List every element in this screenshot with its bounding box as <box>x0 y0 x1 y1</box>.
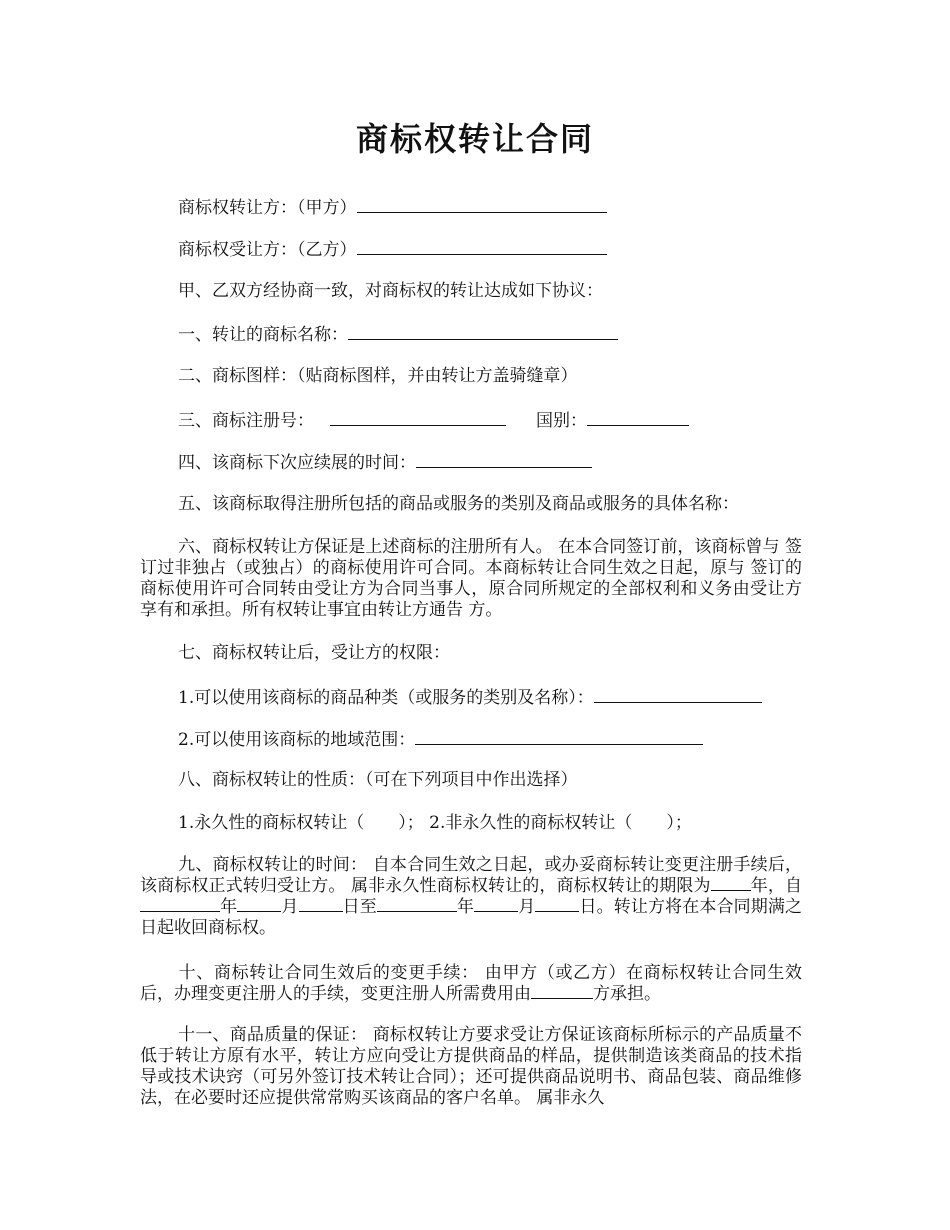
item11-paragraph <box>140 1025 802 1109</box>
item9-text-a: 九、商标权转让的时间： 自本合同生效之日起，或办妥商标转让变更注册手续后，该商标权正式转归受让方。 属非永久性商标权转让的，商标权转让的期限为 <box>140 855 802 896</box>
party-a-label: 商标权转让方：（甲方） <box>178 198 357 218</box>
item9-year3-label: 年 <box>456 897 475 917</box>
item9-paragraph <box>140 855 802 939</box>
item9-month-label: 月 <box>281 897 299 917</box>
end-month-blank[interactable] <box>474 897 518 912</box>
item1-label: 一、转让的商标名称： <box>178 325 348 345</box>
item9-year-label: 年，自 <box>750 876 802 896</box>
item9-day-to-label: 日至 <box>342 897 377 917</box>
item10-text-b: 方承担。 <box>593 984 661 1004</box>
item9-month2-label: 月 <box>518 897 536 917</box>
country-blank[interactable] <box>587 409 689 426</box>
item3-line <box>178 409 689 431</box>
registration-number-blank[interactable] <box>330 409 506 426</box>
start-month-blank[interactable] <box>237 897 281 912</box>
item7-2-label: 2.可以使用该商标的地域范围： <box>178 730 416 750</box>
item8-text: 八、商标权转让的性质：（可在下列项目中作出选择） <box>178 770 578 790</box>
item7-1-line <box>178 686 762 708</box>
start-day-blank[interactable] <box>299 897 343 912</box>
item7-1-label: 1.可以使用该商标的商品种类（或服务的类别及名称）： <box>178 688 594 708</box>
item9-year2-label: 年 <box>220 897 238 917</box>
item9-end-text: 日。转让方将在本合同期满之日起收回商标权。 <box>140 897 802 938</box>
goods-category-blank[interactable] <box>594 686 762 703</box>
item1-line <box>178 323 618 345</box>
item10-paragraph <box>140 963 802 1005</box>
party-a-blank[interactable] <box>357 196 607 213</box>
item8-options: 1.永久性的商标权转让（ ）； 2.非永久性的商标权转让（ ）； <box>178 813 692 833</box>
item2-text: 二、商标图样：（贴商标图样，并由转让方盖骑缝章） <box>178 366 578 386</box>
fee-party-blank[interactable] <box>531 984 593 999</box>
item7-text: 七、商标权转让后，受让方的权限： <box>178 643 450 663</box>
renewal-time-blank[interactable] <box>416 451 592 468</box>
party-a-line <box>178 196 607 218</box>
item10-text-a: 十、商标转让合同生效后的变更手续： 由甲方（或乙方）在商标权转让合同生效后，办理变更注册人的手续，变更注册人所需费用由 <box>140 963 802 1004</box>
document-title: 商标权转让合同 <box>355 120 594 158</box>
item7-2-line <box>178 728 703 750</box>
end-year-blank[interactable] <box>377 897 457 912</box>
item6-text: 六、商标权转让方保证是上述商标的注册所有人。 在本合同签订前，该商标曾与 签订过非独占（或独占）的商标使用许可合同。本商标转让合同生效之日起，原与 签订的商标使用许可合同转由受让方为合同当事人，原合同所规定的全部权利和义务由受让方享有和承担。所有权转让事宜由转让方通告 方。 <box>140 537 802 620</box>
item4-line <box>178 451 592 473</box>
start-year-blank[interactable] <box>140 897 220 912</box>
region-blank[interactable] <box>415 728 703 745</box>
term-years-blank[interactable] <box>711 876 751 891</box>
party-b-label: 商标权受让方：（乙方） <box>178 240 357 260</box>
item5-text: 五、该商标取得注册所包括的商品或服务的类别及商品或服务的具体名称： <box>178 494 739 514</box>
trademark-name-blank[interactable] <box>348 323 618 340</box>
item11-text: 十一、商品质量的保证： 商标权转让方要求受让方保证该商标所标示的产品质量不低于转让方原有水平，转让方应向受让方提供商品的样品，提供制造该类商品的技术指导或技术诀窍（可另外签订技术转让合同）；还可提供商品说明书、商品包装、商品维修法，在必要时还应提供常常购买该商品的客户名单。 属非永久 <box>140 1025 802 1108</box>
item3-country-label: 国别： <box>536 411 587 431</box>
item4-label: 四、该商标下次应续展的时间： <box>178 453 416 473</box>
item3-label: 三、商标注册号： <box>178 411 314 431</box>
party-b-line <box>178 238 607 260</box>
intro-text: 甲、乙双方经协商一致，对商标权的转让达成如下协议： <box>178 281 603 301</box>
item6-paragraph <box>140 537 802 621</box>
party-b-blank[interactable] <box>357 238 607 255</box>
end-day-blank[interactable] <box>535 897 579 912</box>
